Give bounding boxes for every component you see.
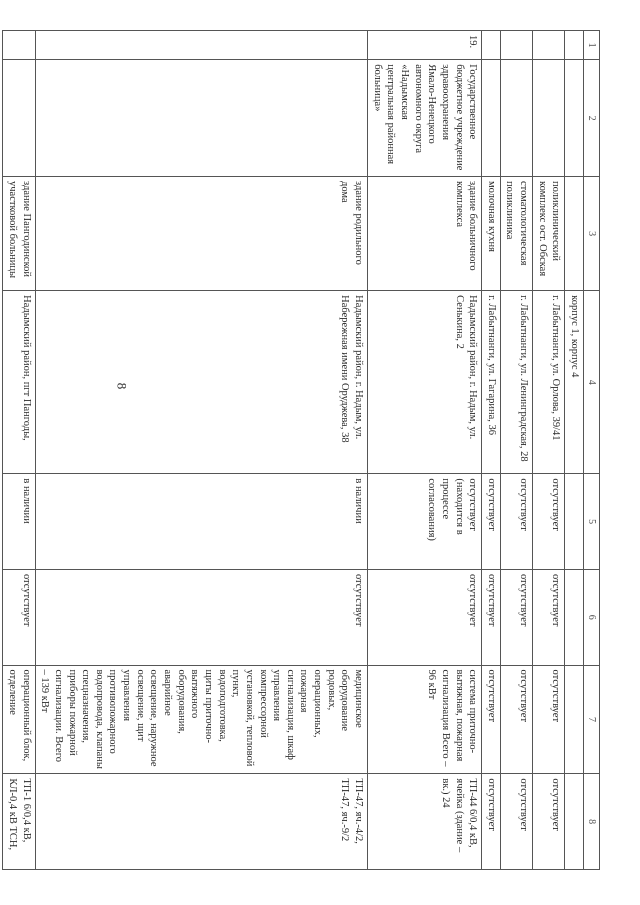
- col6-cell: [565, 569, 584, 665]
- col-header-1: 1: [584, 31, 600, 60]
- col5-cell: отсутствует: [482, 474, 501, 570]
- row-number: 19.: [368, 31, 482, 60]
- col7-cell: медицинское оборудование родовых, операционных, пожарная сигнализация, шкаф управления компрессорной установкой, тепловой пункт, водоподготовка, щиты приточно-вытяжного оборудования, аварийное освещение, наружное освещение, щит управления противопожарного водопровода, клапаны спецназначения, приборы пожарной сигнализации. Всего – 139 кВт: [35, 665, 367, 774]
- col8-cell: отсутствует: [500, 774, 532, 870]
- col-header-3: 3: [584, 177, 600, 291]
- col6-cell: отсутствует: [500, 569, 532, 665]
- row-number: [533, 31, 565, 60]
- col5-cell: [565, 474, 584, 570]
- building-name-cell: стоматологическая поликлиника: [500, 177, 532, 291]
- col6-cell: отсутствует: [533, 569, 565, 665]
- building-name-cell: молочная кухня: [482, 177, 501, 291]
- rotated-table-container: [7, 30, 600, 870]
- table-row: [35, 31, 367, 870]
- col8-cell: ТП-44 6/0,4 кВ, ячейка (здание – вк.) 24: [368, 774, 482, 870]
- table-row: [500, 31, 532, 870]
- address-cell: г. Лабытнанги, ул. Ленинградская, 28: [500, 291, 532, 474]
- organization-cell: Государственное бюджетное учреждение здравоохранения Ямало-Ненецкого автономного округа «Надымская центральная районная больница»: [368, 60, 482, 177]
- col8-cell: [565, 774, 584, 870]
- col-header-8: 8: [584, 774, 600, 870]
- address-cell: Надымский район, г. Надым, ул. Набережная имени Оруджева, 38: [35, 291, 367, 474]
- col5-cell: отсутствует (находится в процессе согласования): [368, 474, 482, 570]
- organization-cell: [35, 60, 367, 177]
- table-row: [565, 31, 584, 870]
- col7-cell: система приточно-вытяжная, пожарная сигнализация Всего – 96 кВт: [368, 665, 482, 774]
- col7-cell: отсутствует: [482, 665, 501, 774]
- organization-cell: [3, 60, 35, 177]
- building-name-cell: здание больничного комплекса: [368, 177, 482, 291]
- col5-cell: в наличии: [3, 474, 35, 570]
- col8-cell: ТП-47, яч.-4/2, ТП-47, яч.-9/2: [35, 774, 367, 870]
- col8-cell: ТП-1 6/0,4 кВ, КЛ-0,4 кВ ТСН,: [3, 774, 35, 870]
- building-name-cell: здание Пангодинской участковой больницы: [3, 177, 35, 291]
- col-header-4: 4: [584, 291, 600, 474]
- col6-cell: отсутствует: [35, 569, 367, 665]
- col8-cell: отсутствует: [482, 774, 501, 870]
- organization-cell: [565, 60, 584, 177]
- col6-cell: отсутствует: [482, 569, 501, 665]
- organization-cell: [500, 60, 532, 177]
- col7-cell: операционный блок, отделение: [3, 665, 35, 774]
- column-number-row: [584, 31, 600, 870]
- building-name-cell: здание родильного дома: [35, 177, 367, 291]
- col7-cell: [565, 665, 584, 774]
- table-row: [482, 31, 501, 870]
- page-number: 8: [114, 382, 130, 390]
- col-header-7: 7: [584, 665, 600, 774]
- building-name-cell: [565, 177, 584, 291]
- col-header-6: 6: [584, 569, 600, 665]
- col6-cell: отсутствует: [368, 569, 482, 665]
- address-cell: г. Лабытнанги, ул. Орлова, 39/41: [533, 291, 565, 474]
- row-number: [482, 31, 501, 60]
- table-row: [533, 31, 565, 870]
- table-row: [3, 31, 35, 870]
- building-name-cell: поликлинический комплекс ост. Обская: [533, 177, 565, 291]
- row-number: [565, 31, 584, 60]
- organization-cell: [482, 60, 501, 177]
- col5-cell: в наличии: [35, 474, 367, 570]
- col-header-5: 5: [584, 474, 600, 570]
- table-row: [368, 31, 482, 870]
- col5-cell: отсутствует: [533, 474, 565, 570]
- address-cell: корпус 1, корпус 4: [565, 291, 584, 474]
- row-number: [35, 31, 367, 60]
- row-number: [500, 31, 532, 60]
- col-header-2: 2: [584, 60, 600, 177]
- col7-cell: отсутствует: [533, 665, 565, 774]
- row-number: [3, 31, 35, 60]
- facilities-table: [2, 30, 600, 870]
- address-cell: г. Лабытнанги, ул. Гагарина, 36: [482, 291, 501, 474]
- col6-cell: отсутствует: [3, 569, 35, 665]
- col5-cell: отсутствует: [500, 474, 532, 570]
- col7-cell: отсутствует: [500, 665, 532, 774]
- col8-cell: отсутствует: [533, 774, 565, 870]
- address-cell: Надымский район, пгт Пангоды,: [3, 291, 35, 474]
- organization-cell: [533, 60, 565, 177]
- address-cell: Надымский район, г. Надым, ул. Сенькина, 2: [368, 291, 482, 474]
